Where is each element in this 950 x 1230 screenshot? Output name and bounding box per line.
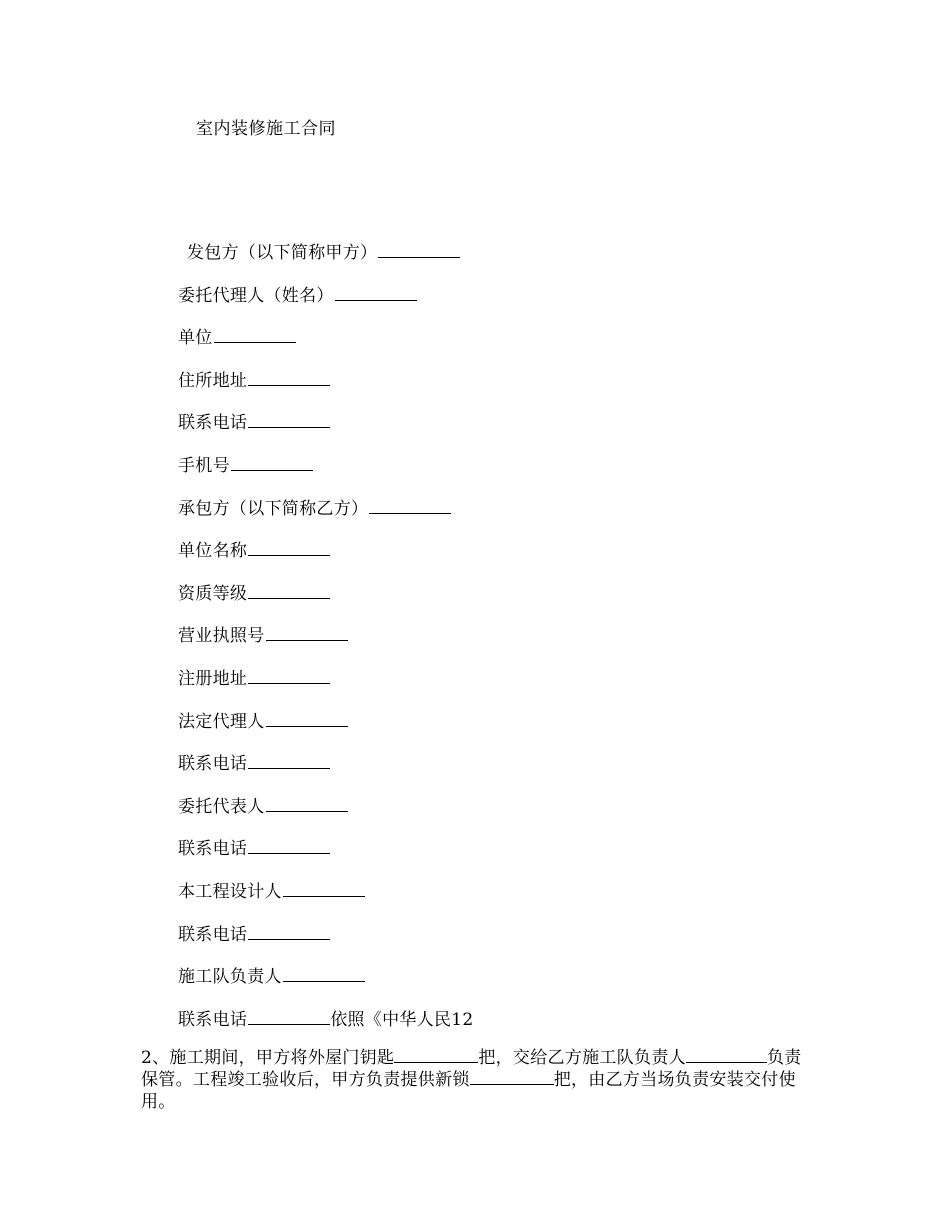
contract-field-line bbox=[178, 796, 348, 818]
contract-field-line bbox=[178, 285, 417, 307]
field-label: 联系电话 bbox=[178, 754, 248, 774]
contract-field-line bbox=[187, 242, 460, 264]
contract-field-line bbox=[178, 668, 330, 690]
field-label: 注册地址 bbox=[178, 669, 248, 689]
contract-field-line bbox=[178, 711, 348, 733]
fill-blank[interactable] bbox=[283, 966, 365, 982]
field-suffix-text: 依照《中华人民12 bbox=[330, 1010, 474, 1030]
clause-text-2: 把，交给乙方施工队负责人 bbox=[478, 1048, 686, 1068]
contract-field-line bbox=[178, 327, 296, 349]
field-label: 联系电话 bbox=[178, 413, 248, 433]
field-label: 法定代理人 bbox=[178, 712, 265, 732]
contract-field-line bbox=[178, 370, 330, 392]
fill-blank[interactable] bbox=[686, 1047, 740, 1063]
field-label: 施工队负责人 bbox=[178, 967, 282, 987]
fill-blank[interactable] bbox=[266, 796, 348, 812]
fill-blank[interactable] bbox=[248, 753, 330, 769]
clause-text-1: 2、施工期间，甲方将外屋门钥匙 bbox=[141, 1048, 395, 1068]
field-label: 本工程设计人 bbox=[178, 882, 282, 902]
contract-field-line bbox=[178, 412, 330, 434]
contract-field-line bbox=[178, 838, 330, 860]
clause-paragraph bbox=[141, 1047, 813, 1113]
fill-blank[interactable] bbox=[394, 1047, 478, 1063]
fill-blank[interactable] bbox=[248, 838, 330, 854]
fill-blank[interactable] bbox=[248, 668, 330, 684]
field-label: 住所地址 bbox=[178, 371, 248, 391]
contract-field-line bbox=[178, 1009, 474, 1031]
contract-field-line bbox=[178, 966, 365, 988]
fill-blank[interactable] bbox=[369, 498, 451, 514]
fill-blank[interactable] bbox=[248, 370, 330, 386]
contract-field-line bbox=[178, 583, 330, 605]
field-label: 联系电话 bbox=[178, 1010, 248, 1030]
contract-field-line bbox=[178, 498, 451, 520]
fill-blank[interactable] bbox=[248, 540, 330, 556]
fill-blank[interactable] bbox=[248, 924, 330, 940]
contract-field-line bbox=[178, 540, 330, 562]
fill-blank[interactable] bbox=[335, 285, 417, 301]
fill-blank[interactable] bbox=[214, 327, 296, 343]
field-label: 单位 bbox=[178, 328, 213, 348]
fill-blank[interactable] bbox=[740, 1047, 767, 1063]
field-label: 发包方（以下简称甲方） bbox=[187, 243, 378, 263]
field-label: 委托代理人（姓名） bbox=[178, 286, 334, 306]
fill-blank[interactable] bbox=[248, 583, 330, 599]
field-label: 手机号 bbox=[178, 456, 230, 476]
contract-field-line bbox=[178, 625, 348, 647]
field-label: 营业执照号 bbox=[178, 626, 265, 646]
fill-blank[interactable] bbox=[470, 1069, 554, 1085]
fill-blank[interactable] bbox=[248, 1009, 330, 1025]
fill-blank[interactable] bbox=[231, 455, 313, 471]
field-label: 单位名称 bbox=[178, 541, 248, 561]
field-label: 资质等级 bbox=[178, 584, 248, 604]
field-label: 承包方（以下简称乙方） bbox=[178, 499, 369, 519]
contract-field-line bbox=[178, 881, 365, 903]
field-label: 委托代表人 bbox=[178, 797, 265, 817]
fill-blank[interactable] bbox=[266, 625, 348, 641]
document-title: 室内装修施工合同 bbox=[196, 119, 336, 139]
contract-field-line bbox=[178, 753, 330, 775]
fill-blank[interactable] bbox=[283, 881, 365, 897]
contract-field-line bbox=[178, 924, 330, 946]
fill-blank[interactable] bbox=[378, 242, 460, 258]
field-label: 联系电话 bbox=[178, 839, 248, 859]
clause-text-3: 负责保管。工程竣工验收后，甲方负责提供新锁 bbox=[141, 1048, 802, 1090]
field-label: 联系电话 bbox=[178, 925, 248, 945]
fill-blank[interactable] bbox=[248, 412, 330, 428]
clause-text-4: 把，由乙方当场负责安装交付使用。 bbox=[141, 1070, 796, 1112]
fill-blank[interactable] bbox=[266, 711, 348, 727]
contract-field-line bbox=[178, 455, 313, 477]
